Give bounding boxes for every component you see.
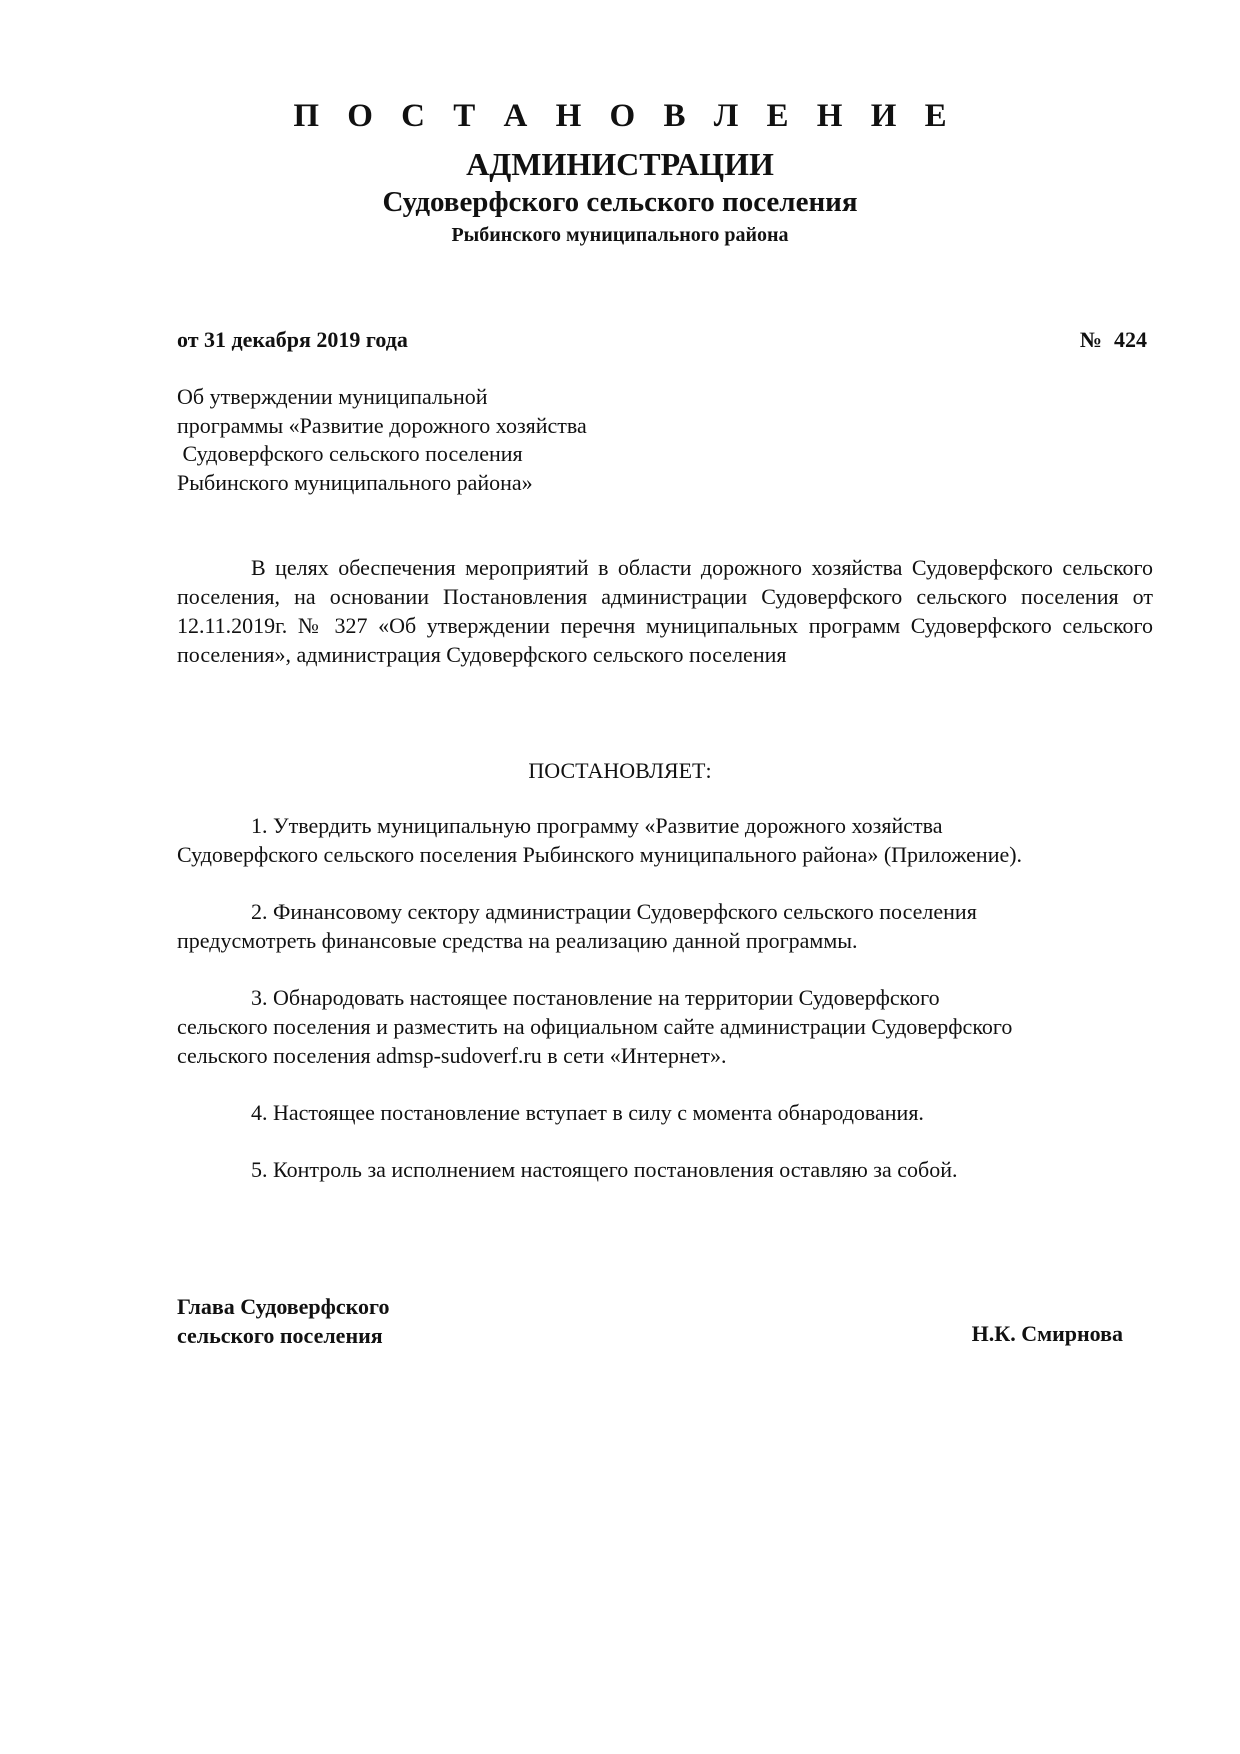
subject-line: Рыбинского муниципального района» xyxy=(177,469,533,495)
item-line: сельского поселения admsp-sudoverf.ru в сети «Интернет». xyxy=(177,1043,727,1068)
subject-line: программы «Развитие дорожного хозяйства xyxy=(177,412,587,438)
decree-item-5 xyxy=(177,1155,1167,1184)
issuer-heading: АДМИНИСТРАЦИИ xyxy=(466,146,774,182)
item-line: сельского поселения и разместить на официальном сайте администрации Судоверфского xyxy=(177,1014,1013,1039)
document-title: П О С Т А Н О В Л Е Н И Е xyxy=(293,98,957,134)
decree-item-3 xyxy=(177,983,1167,1070)
position-line: Глава Судоверфского xyxy=(177,1294,390,1319)
document-subject xyxy=(177,383,587,497)
item-line: 3. Обнародовать настоящее постановление на территории Судоверфского xyxy=(251,985,940,1010)
preamble-paragraph: В целях обеспечения мероприятий в области дорожного хозяйства Судоверфского сельского поселения, на основании Постановления администрации Судоверфского сельского поселения от 12.11.2019г. № 327 «Об утверждении перечня муниципальных программ Судоверфского сельского поселения», администрация Судоверфского сельского поселения xyxy=(177,555,1153,667)
decree-heading: ПОСТАНОВЛЯЕТ: xyxy=(528,758,712,783)
subject-line: Судоверфского сельского поселения xyxy=(177,441,523,466)
item-line: 5. Контроль за исполнением настоящего постановления оставляю за собой. xyxy=(251,1157,958,1182)
item-line: 4. Настоящее постановление вступает в силу с момента обнародования. xyxy=(251,1100,924,1125)
district-heading: Рыбинского муниципального района xyxy=(451,224,789,246)
item-line: Судоверфского сельского поселения Рыбинского муниципального района» (Приложение). xyxy=(177,842,1023,867)
signatory-name: Н.К. Смирнова xyxy=(971,1321,1123,1346)
number-value: 424 xyxy=(1114,327,1147,352)
number-sign: № xyxy=(1079,327,1102,352)
document-number xyxy=(1080,327,1147,353)
decree-item-4 xyxy=(177,1098,1167,1127)
position-line: сельского поселения xyxy=(177,1323,383,1348)
item-line: 1. Утвердить муниципальную программу «Развитие дорожного хозяйства xyxy=(251,813,943,838)
document-date: от 31 декабря 2019 года xyxy=(177,327,408,352)
signatory-position xyxy=(177,1292,389,1350)
settlement-heading: Судоверфского сельского поселения xyxy=(382,186,858,218)
subject-line: Об утверждении муниципальной xyxy=(177,384,488,409)
item-line: предусмотреть финансовые средства на реализацию данной программы. xyxy=(177,928,858,953)
decree-item-2 xyxy=(177,897,1167,955)
decree-item-1 xyxy=(177,811,1167,869)
item-line: 2. Финансовому сектору администрации Судоверфского сельского поселения xyxy=(251,899,977,924)
decree-items xyxy=(177,811,1167,1212)
